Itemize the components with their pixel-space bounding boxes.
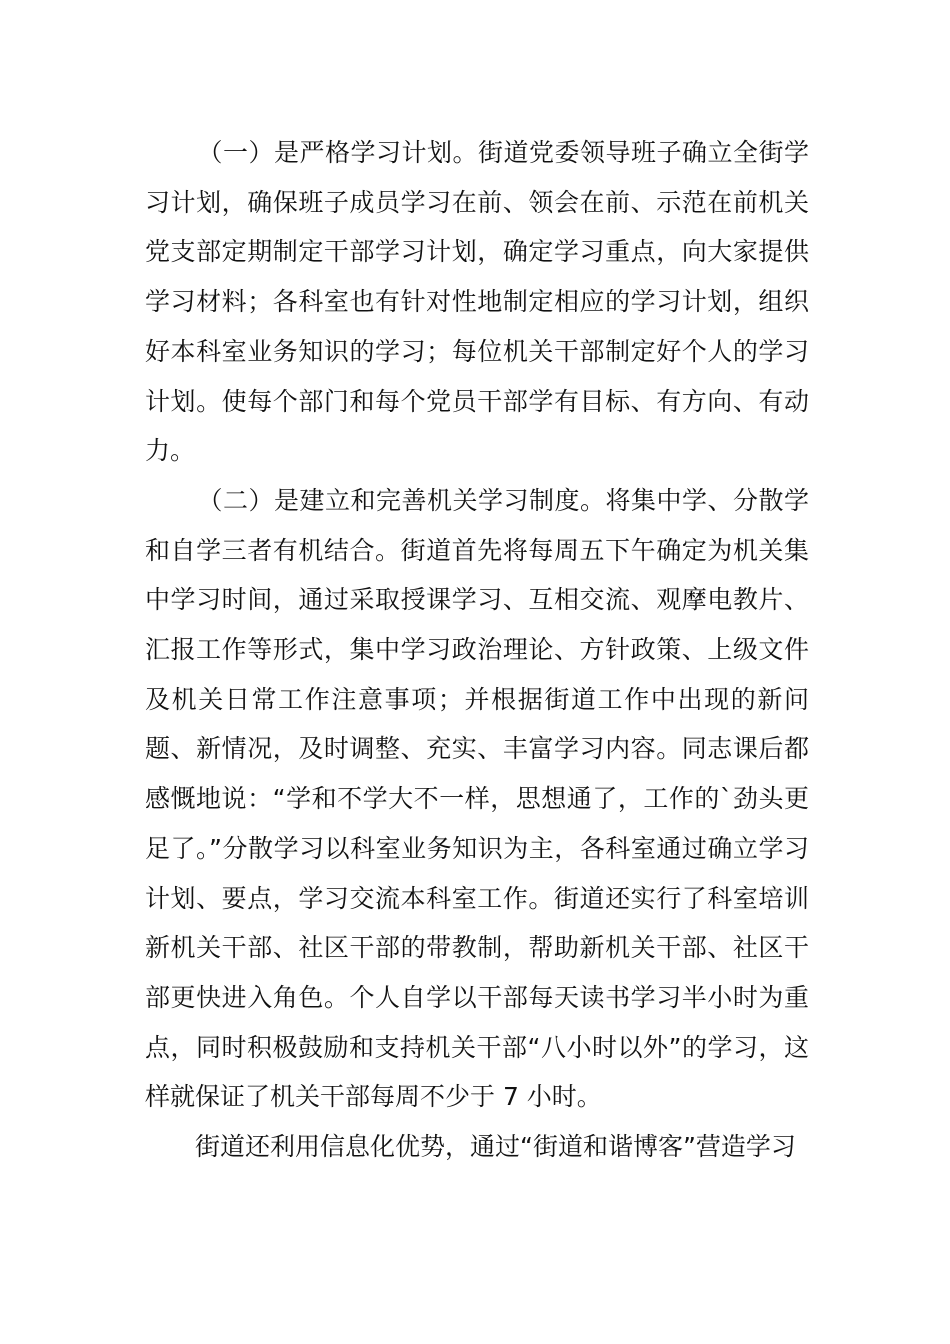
paragraph-3: 街道还利用信息化优势，通过“街道和谐博客”营造学习 [195, 1132, 796, 1162]
paragraph-1: （一）是严格学习计划。街道党委领导班子确立全街学习计划，确保班子成员学习在前、领会在前、示范在前机关党支部定期制定干部学习计划，确定学习重点，向大家提供学习材料；各科室也有针对性地制定相应的学习计划，组织好本科室业务知识的学习；每位机关干部制定好个人的学习计划。使每个部门和每个党员干部学有目标、有方向、有动力。 [145, 138, 809, 466]
document-body [145, 128, 809, 1172]
paragraph-2: （二）是建立和完善机关学习制度。将集中学、分散学和自学三者有机结合。街道首先将每周五下午确定为机关集中学习时间，通过采取授课学习、互相交流、观摩电教片、汇报工作等形式，集中学习政治理论、方针政策、上级文件及机关日常工作注意事项；并根据街道工作中出现的新问题、新情况，及时调整、充实、丰富学习内容。同志课后都感慨地说：“学和不学大不一样，思想通了，工作的`劲头更足了。”分散学习以科室业务知识为主，各科室通过确立学习计划、要点，学习交流本科室工作。街道还实行了科室培训新机关干部、社区干部的带教制，帮助新机关干部、社区干部更快进入角色。个人自学以干部每天读书学习半小时为重点，同时积极鼓励和支持机关干部“八小时以外”的学习，这样就保证了机关干部每周不少于 7 小时。 [145, 485, 809, 1112]
